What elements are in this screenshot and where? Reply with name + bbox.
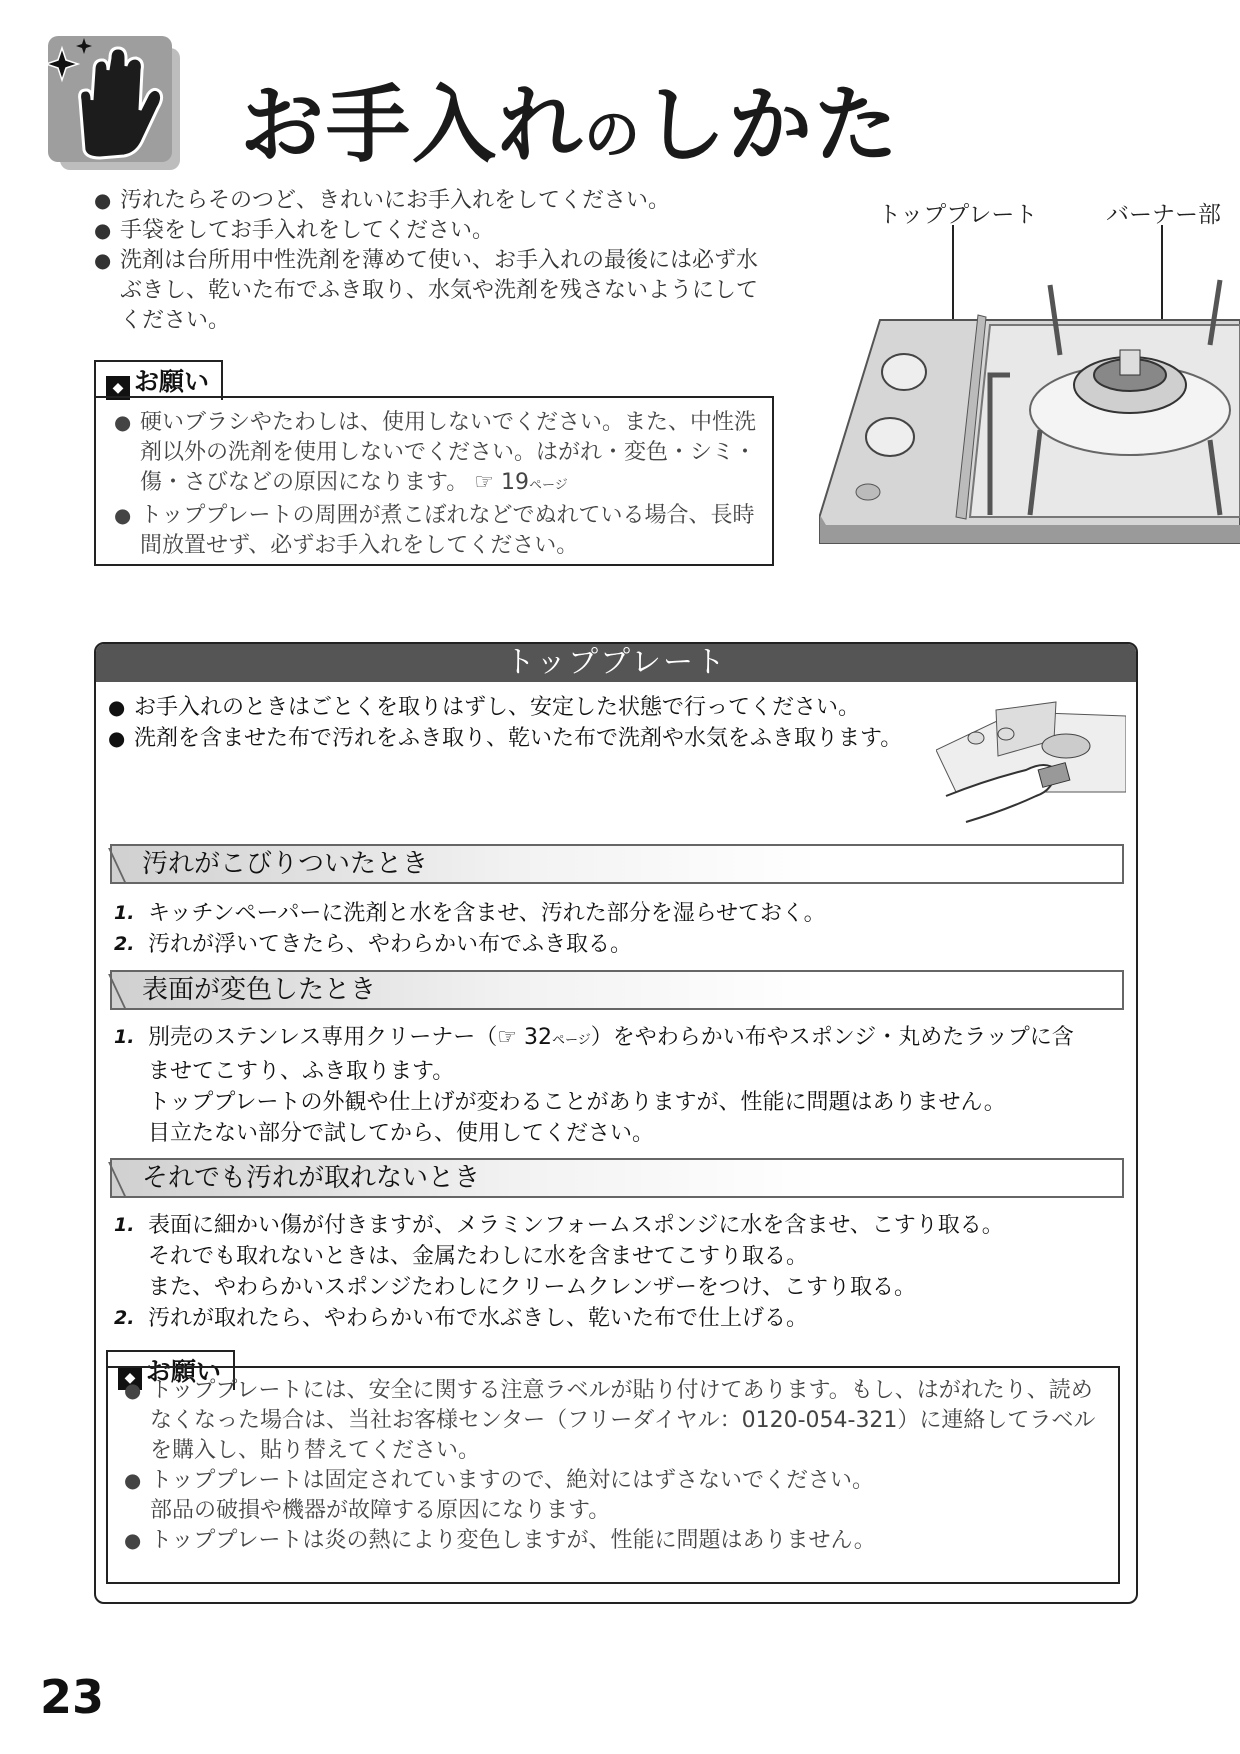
note-box-bottom	[106, 1366, 1120, 1584]
intro-item: ● 汚れたらそのつど、きれいにお手入れをしてください。	[94, 186, 774, 216]
note-item: ● トッププレートの周囲が煮こぼれなどでぬれている場合、長時間放置せず、必ずお手入れをしてください。	[114, 501, 760, 561]
step-item: 1. 別売のステンレス専用クリーナー（☞ 32ページ）をやわらかい布やスポンジ・丸めたラップに含ませてこすり、ふき取ります。 トッププレートの外観や仕上げが変わることがありますが、性能に問題はありません。 目立たない部分で試してから、使用してください。	[114, 1025, 1074, 1146]
page-number: 23	[40, 1670, 105, 1724]
warning-square-icon: ◆	[106, 376, 130, 400]
subsection-header: それでも汚れが取れないとき	[110, 1158, 1124, 1198]
note-item: ● 硬いブラシやたわしは、使用しないでください。また、中性洗剤以外の洗剤を使用しないでください。はがれ・変色・シミ・傷・さびなどの原因になります。 ☞ 19ページ	[114, 408, 760, 501]
subsection-header: 表面が変色したとき	[110, 970, 1124, 1010]
intro-item: ● 手袋をしてお手入れをしてください。	[94, 216, 774, 246]
note-item: ● トッププレートには、安全に関する注意ラベルが貼り付けてあります。もし、はがれたり、読めなくなった場合は、当社お客様センター（フリーダイヤル：0120-054-321）に連絡してラベルを購入し、貼り替えてください。	[124, 1376, 1102, 1466]
step-item: 2. 汚れが取れたら、やわらかい布で水ぶきし、乾いた布で仕上げる。	[114, 1306, 809, 1331]
step-item: 1. 表面に細かい傷が付きますが、メラミンフォームスポンジに水を含ませ、こすり取る。 それでも取れないときは、金属たわしに水を含ませてこすり取る。 また、やわらかいスポンジたわしにクリームクレンザーをつけ、こすり取る。	[114, 1213, 1004, 1300]
bullet-item: ● 洗剤を含ませた布で汚れをふき取り、乾いた布で洗剤や水気をふき取ります。	[108, 723, 928, 754]
section-heading: トッププレート	[96, 644, 1136, 682]
step-item: 1. キッチンペーパーに洗剤と水を含ませ、汚れた部分を湿らせておく。	[114, 901, 826, 926]
label-burner: バーナー部	[1106, 202, 1221, 228]
intro-list	[94, 186, 774, 336]
page-ref: ☞ 19ページ	[474, 470, 568, 495]
cleaning-hand-icon	[44, 30, 192, 178]
note-item: ● トッププレートは炎の熱により変色しますが、性能に問題はありません。	[124, 1526, 1102, 1556]
note-tab: ◆ お願い	[94, 360, 223, 400]
bullet-item: ● お手入れのときはごとくを取りはずし、安定した状態で行ってください。	[108, 692, 928, 723]
topplate-bullets	[108, 692, 928, 754]
label-topplate: トッププレート	[878, 202, 1038, 228]
wiping-illustration	[936, 700, 1126, 830]
step-item: 2. 汚れが浮いてきたら、やわらかい布でふき取る。	[114, 932, 633, 957]
intro-item: ● 洗剤は台所用中性洗剤を薄めて使い、お手入れの最後には必ず水ぶきし、乾いた布でふき取り、水気や洗剤を残さないようにしてください。	[94, 246, 760, 336]
note-tab: ◆ お願い	[106, 1350, 235, 1390]
page-title: お手入れのしかた	[240, 75, 901, 174]
page-ref: ☞ 32ページ	[497, 1025, 591, 1050]
subsection-header: 汚れがこびりついたとき	[110, 844, 1124, 884]
stove-diagram	[810, 225, 1240, 555]
warning-square-icon: ◆	[118, 1366, 142, 1390]
note-item: ● トッププレートは固定されていますので、絶対にはずさないでください。 部品の破損や機器が故障する原因になります。	[124, 1466, 1102, 1526]
note-box-top	[94, 396, 774, 566]
